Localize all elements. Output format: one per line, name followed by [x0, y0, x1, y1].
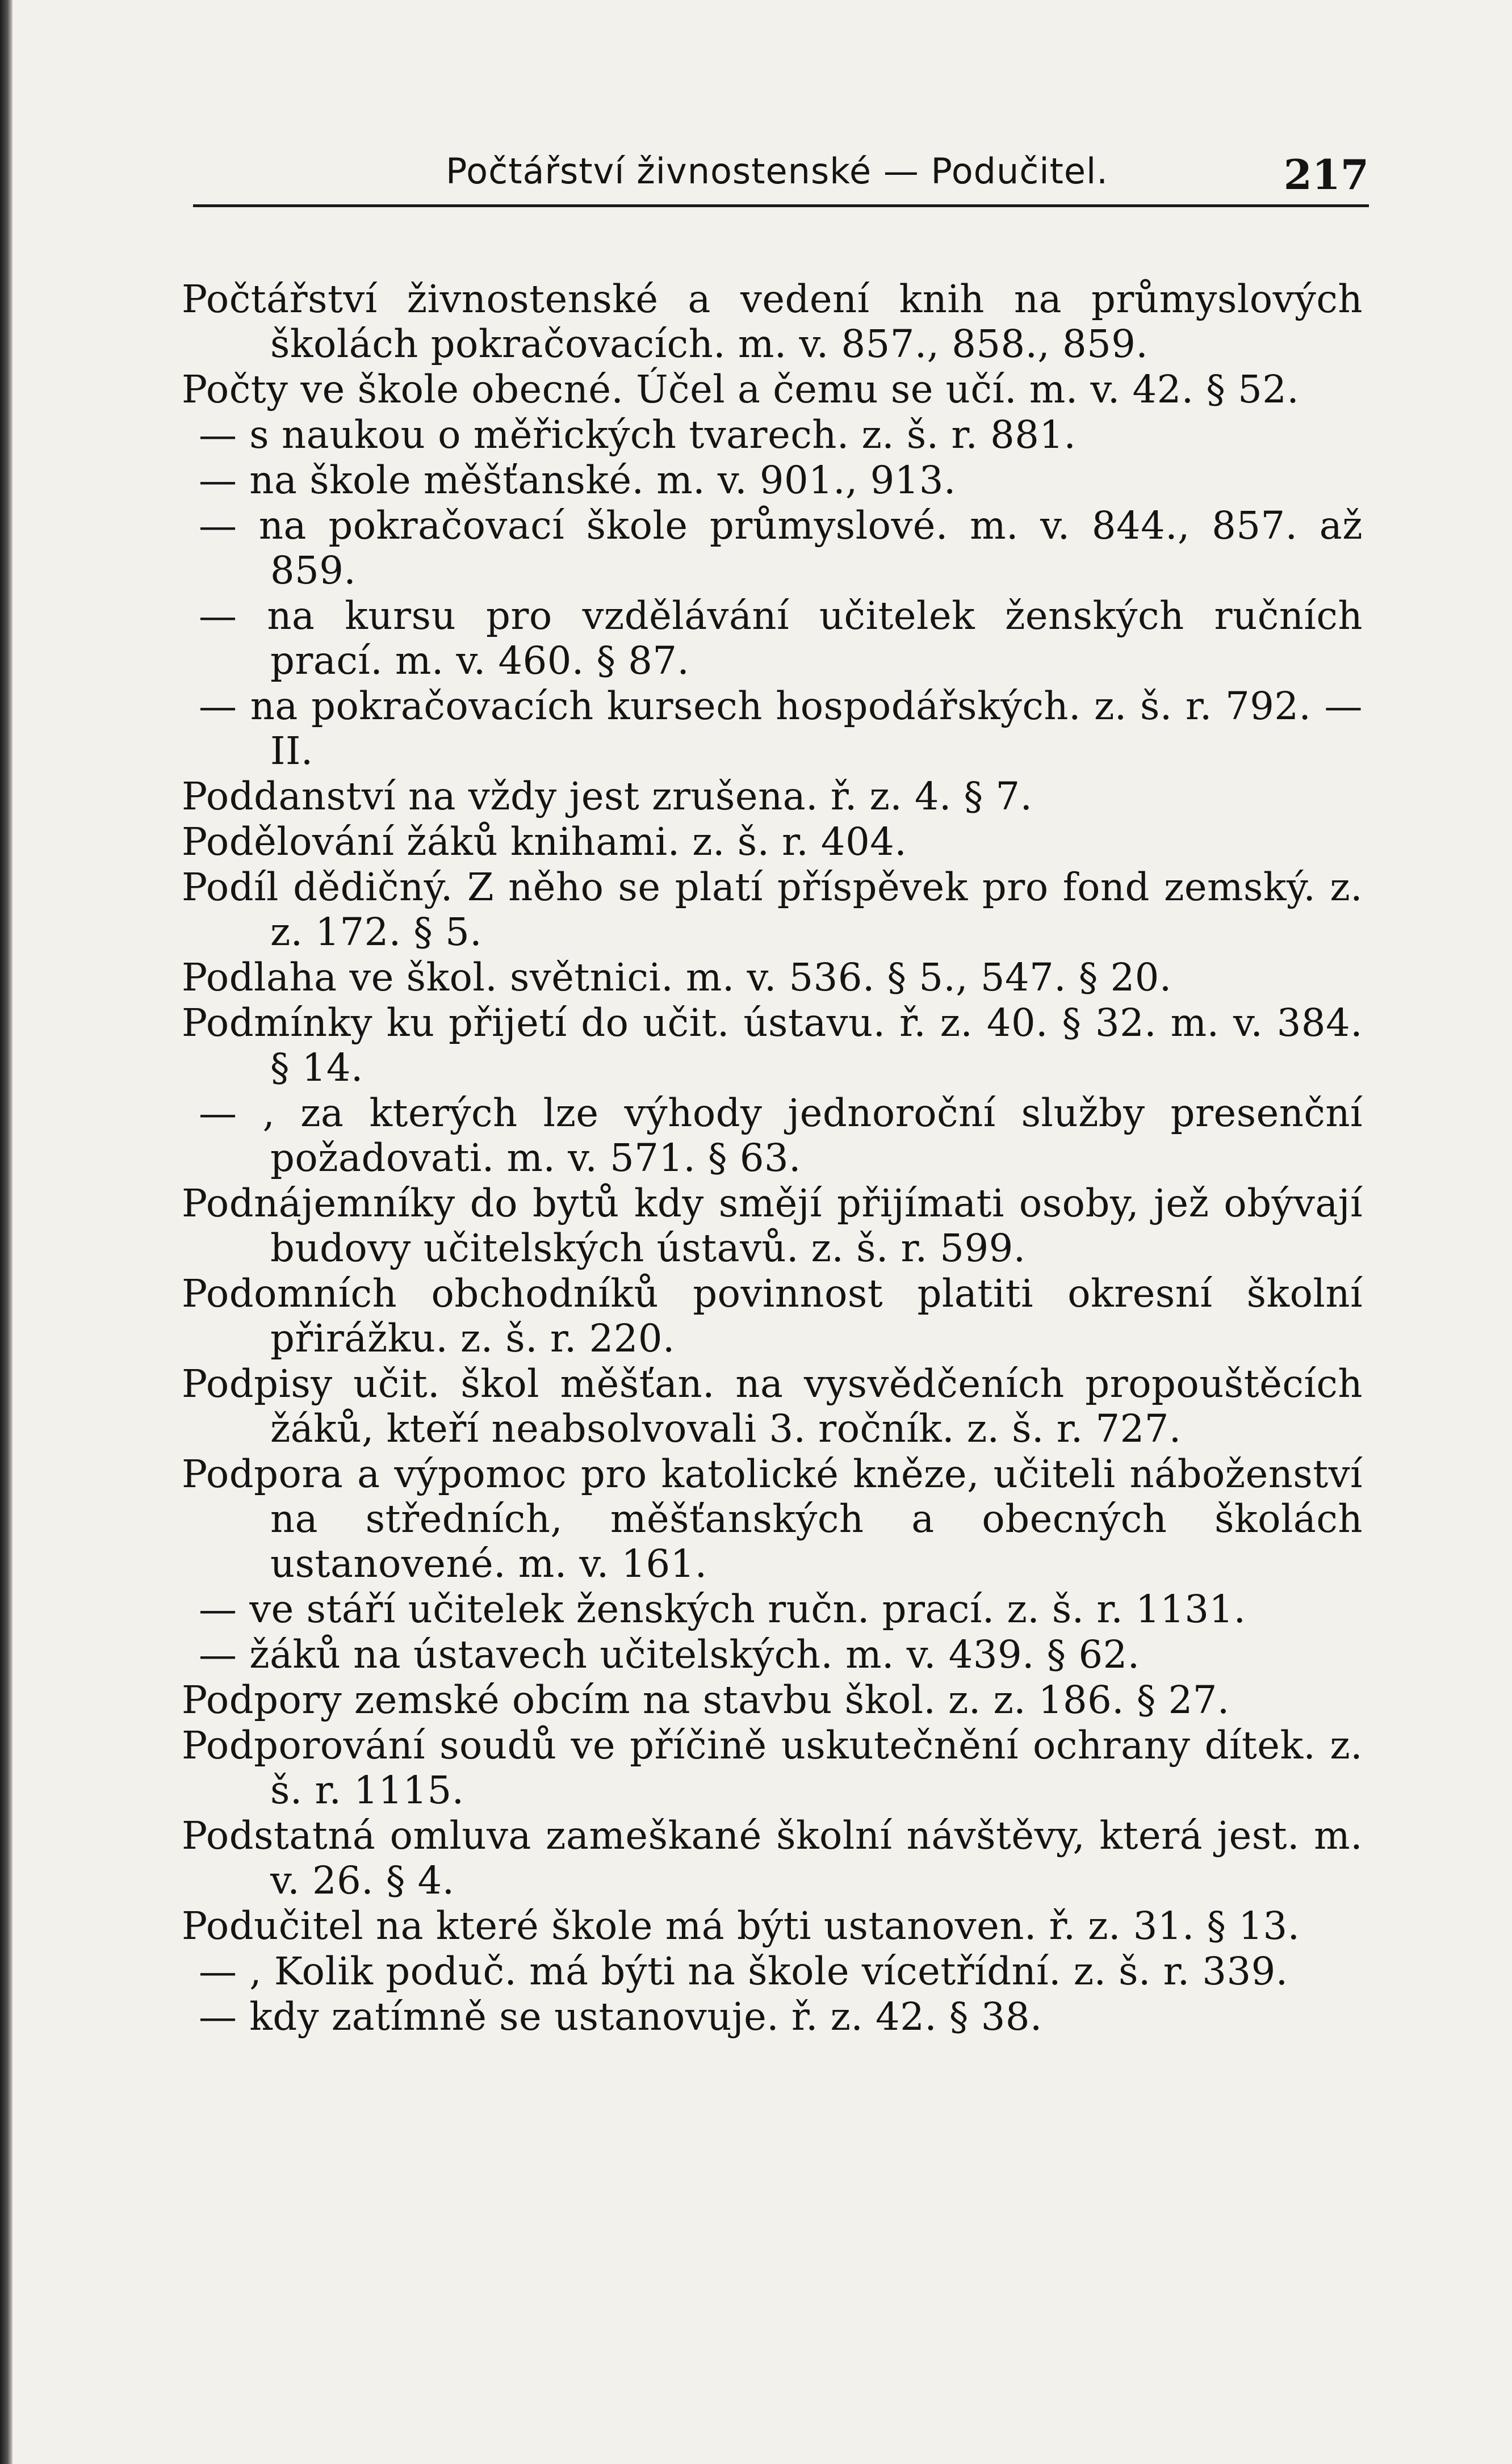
list-item: — žáků na ústavech učitelských. m. v. 439. § 62. [199, 1632, 1140, 1677]
list-item: — s naukou o měřických tvarech. z. š. r. 881. [199, 413, 1077, 457]
list-item: Podnájemníky do bytů kdy smějí přijímati osoby, jež obývají budovy učitelských ústavů. z. š. r. 599. [182, 1181, 1363, 1270]
list-item: Podpory zemské obcím na stavbu škol. z. z. 186. § 27. [182, 1678, 1230, 1722]
list-item: Podstatná omluva zameškané školní návštěvy, která jest. m. v. 26. § 4. [182, 1814, 1363, 1903]
list-item: Počty ve škole obecné. Účel a čemu se učí. m. v. 42. § 52. [182, 367, 1300, 412]
list-item: Podělování žáků knihami. z. š. r. 404. [182, 820, 907, 864]
list-item: Podlaha ve škol. světnici. m. v. 536. § 5., 547. § 20. [182, 955, 1172, 1000]
index-entries [182, 277, 1363, 2040]
header-rule [193, 204, 1369, 207]
list-item: Poddanství na vždy jest zrušena. ř. z. 4. § 7. [182, 774, 1033, 818]
list-item: — na pokračovacích kursech hospodářských. z. š. r. 792. — II. [199, 684, 1363, 773]
list-item: Podpisy učit. škol měšťan. na vysvědčeních propouštěcích žáků, kteří neabsolvovali 3. ročník. z. š. r. 727. [182, 1362, 1363, 1451]
list-item: — kdy zatímně se ustanovuje. ř. z. 42. § 38. [199, 1995, 1042, 2039]
header-title: Počtářství živnostenské — Podučitel. [446, 150, 1108, 192]
list-item: — na kursu pro vzdělávání učitelek ženských ručních prací. m. v. 460. § 87. [199, 594, 1363, 683]
list-item: — na pokračovací škole průmyslové. m. v. 844., 857. až 859. [199, 503, 1363, 593]
list-item: Podporování soudů ve příčině uskutečnění ochrany dítek. z. š. r. 1115. [182, 1723, 1363, 1812]
list-item: Podpora a výpomoc pro katolické kněze, učiteli náboženství na středních, měšťanských a obecných školách ustanovené. m. v. 161. [182, 1452, 1363, 1586]
list-item: — , za kterých lze výhody jednoroční služby presenční požadovati. m. v. 571. § 63. [199, 1091, 1363, 1180]
list-item: — na škole měšťanské. m. v. 901., 913. [199, 458, 956, 502]
list-item: Podíl dědičný. Z něho se platí příspěvek pro fond zemský. z. z. 172. § 5. [182, 865, 1363, 954]
running-header [193, 139, 1369, 202]
list-item: Podmínky ku přijetí do učit. ústavu. ř. z. 40. § 32. m. v. 384. § 14. [182, 1001, 1363, 1090]
list-item: Podomních obchodníků povinnost platiti okresní školní přirážku. z. š. r. 220. [182, 1271, 1363, 1361]
list-item: — , Kolik poduč. má býti na škole vícetřídní. z. š. r. 339. [199, 1949, 1288, 1993]
list-item: Podučitel na které škole má býti ustanoven. ř. z. 31. § 13. [182, 1904, 1300, 1948]
page-binding-edge [0, 0, 12, 2464]
list-item: Počtářství živnostenské a vedení knih na průmyslových školách pokračovacích. m. v. 857., 858., 859. [182, 277, 1363, 366]
list-item: — ve stáří učitelek ženských ručn. prací. z. š. r. 1131. [199, 1587, 1246, 1631]
page-number: 217 [1283, 150, 1369, 199]
